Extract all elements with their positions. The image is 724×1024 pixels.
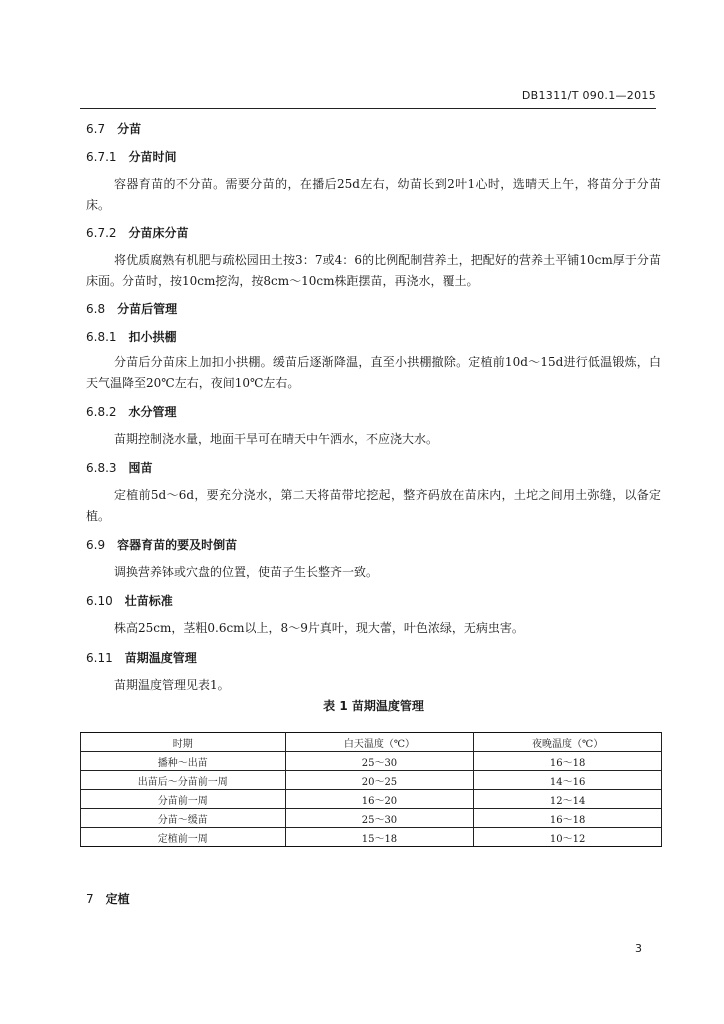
table-cell: 25～30	[285, 752, 474, 771]
heading-6-7-2: 6.7.2 分苗床分苗	[86, 226, 189, 240]
paragraph-6-7-1: 容器育苗的不分苗。需要分苗的，在播后25d左右，幼苗长到2叶1心时，选晴天上午，将苗分于分苗床。	[86, 177, 661, 212]
table-cell: 定植前一周	[81, 828, 286, 847]
table-cell: 16～18	[474, 809, 662, 828]
heading-6-8-3: 6.8.3 囤苗	[86, 461, 153, 475]
table-cell: 15～18	[285, 828, 474, 847]
paragraph-6-8-3: 定植前5d～6d，要充分浇水，第二天将苗带坨挖起，整齐码放在苗床内，土坨之间用土弥缝，以备定植。	[86, 488, 661, 523]
table-row	[81, 809, 662, 828]
heading-7: 7 定植	[86, 892, 130, 906]
heading-6-8-1: 6.8.1 扣小拱棚	[86, 330, 177, 344]
table-cell: 16～20	[285, 790, 474, 809]
heading-6-9: 6.9 容器育苗的要及时倒苗	[86, 538, 238, 552]
table-cell: 16～18	[474, 752, 662, 771]
page-number: 3	[635, 942, 642, 955]
paragraph-6-8-2: 苗期控制浇水量，地面干旱可在晴天中午洒水，不应浇大水。	[114, 432, 439, 446]
table-cell: 分苗～缓苗	[81, 809, 286, 828]
table-cell: 分苗前一周	[81, 790, 286, 809]
table-cell: 14～16	[474, 771, 662, 790]
paragraph-6-8-1: 分苗后分苗床上加扣小拱棚。缓苗后逐渐降温，直至小拱棚撤除。定植前10d～15d进行低温锻炼，白天气温降至20℃左右，夜间10℃左右。	[86, 355, 661, 390]
paragraph-6-11: 苗期温度管理见表1。	[114, 678, 230, 692]
table-row	[81, 752, 662, 771]
document-code: DB1311/T 090.1—2015	[521, 89, 656, 102]
table-row	[81, 771, 662, 790]
heading-6-8: 6.8 分苗后管理	[86, 302, 178, 316]
heading-6-10: 6.10 壮苗标准	[86, 594, 173, 608]
table-caption: 表 1 苗期温度管理	[323, 699, 424, 713]
heading-6-11: 6.11 苗期温度管理	[86, 651, 197, 665]
temperature-table	[80, 732, 662, 847]
table-cell: 25～30	[285, 809, 474, 828]
table-cell: 播种～出苗	[81, 752, 286, 771]
table-header-row	[81, 733, 662, 752]
heading-6-7: 6.7 分苗	[86, 122, 142, 136]
heading-6-8-2: 6.8.2 水分管理	[86, 405, 177, 419]
table-cell: 12～14	[474, 790, 662, 809]
table-cell: 10～12	[474, 828, 662, 847]
table-header-cell: 夜晚温度（℃）	[474, 733, 662, 752]
heading-6-7-1: 6.7.1 分苗时间	[86, 150, 177, 164]
table-header-cell: 时期	[81, 733, 286, 752]
table-header-cell: 白天温度（℃）	[285, 733, 474, 752]
paragraph-6-7-2: 将优质腐熟有机肥与疏松园田土按3：7或4：6的比例配制营养土，把配好的营养土平铺10cm厚于分苗床面。分苗时，按10cm挖沟，按8cm～10cm株距摆苗，再浇水，覆土。	[86, 253, 661, 288]
paragraph-6-10: 株高25cm，茎粗0.6cm以上，8～9片真叶，现大蕾，叶色浓绿，无病虫害。	[114, 621, 524, 635]
table-cell: 20～25	[285, 771, 474, 790]
table-cell: 出苗后～分苗前一周	[81, 771, 286, 790]
table-row	[81, 828, 662, 847]
table-row	[81, 790, 662, 809]
header-rule	[80, 108, 656, 109]
paragraph-6-9: 调换营养钵或穴盘的位置，使苗子生长整齐一致。	[114, 565, 379, 579]
